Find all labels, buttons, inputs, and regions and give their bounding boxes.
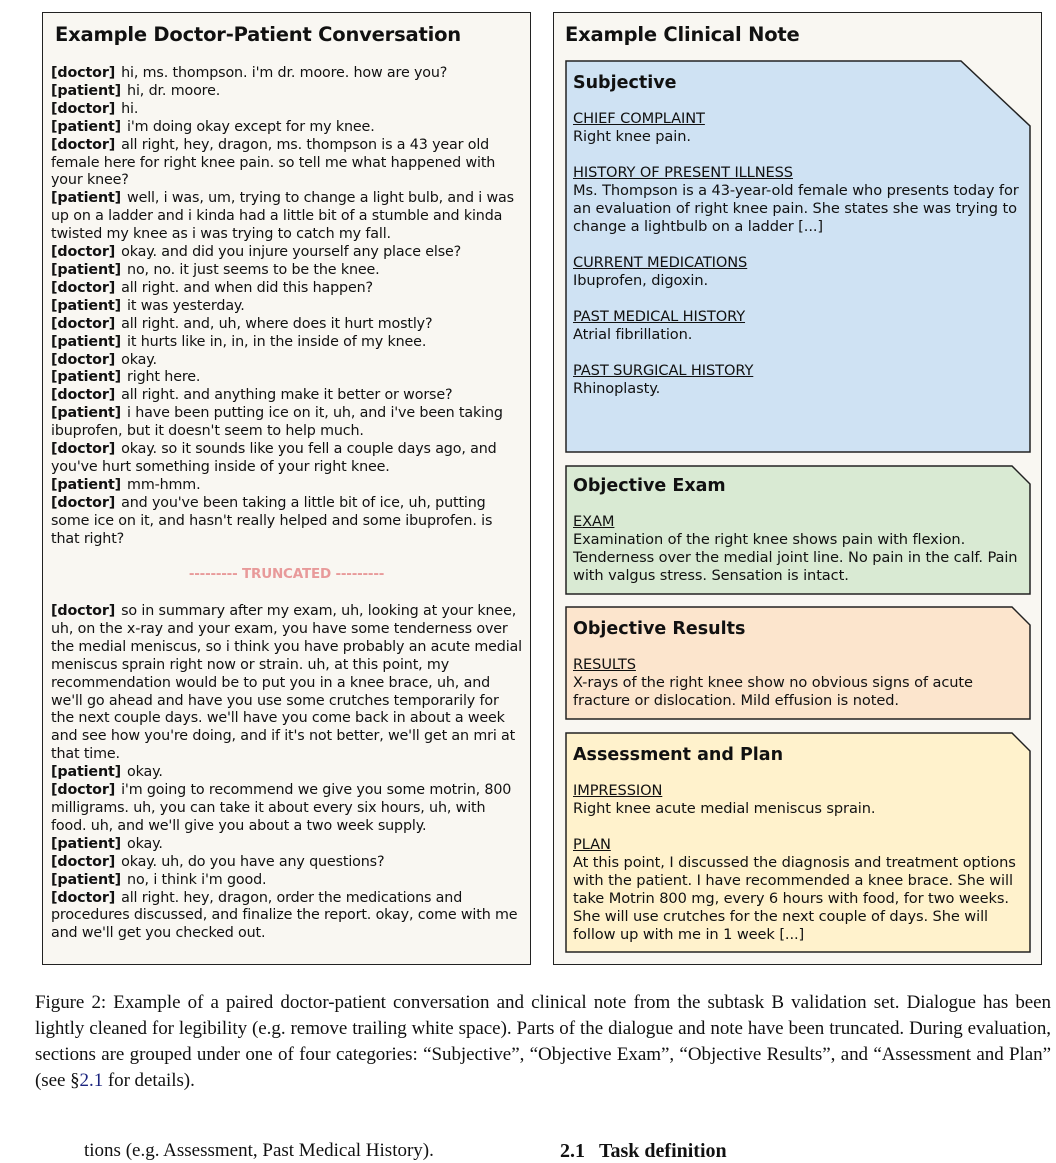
utterance-text: all right. hey, dragon, order the medications and procedures discussed, and finalize the report. okay, come with me and we'll get you checked out.	[51, 889, 518, 942]
utterance-text: okay.	[127, 835, 163, 852]
assessment-plan-body	[573, 782, 1021, 962]
dialogue-turn	[51, 334, 524, 352]
speaker-label: [patient]	[51, 476, 122, 493]
note-section	[573, 782, 1021, 818]
dialogue-turn	[51, 65, 524, 83]
dialogue-turn	[51, 316, 524, 334]
note-section	[573, 362, 1021, 398]
subjective-body	[573, 110, 1021, 416]
body-text-fragment: tions (e.g. Assessment, Past Medical History).	[84, 1140, 434, 1161]
conversation-panel	[42, 12, 531, 965]
dialogue-turn	[51, 119, 524, 137]
utterance-text: all right. and anything make it better or worse?	[121, 387, 453, 404]
objective-results-body	[573, 656, 1021, 728]
speaker-label: [doctor]	[51, 100, 116, 117]
note-section-text: Ibuprofen, digoxin.	[573, 272, 709, 289]
note-section	[573, 110, 1021, 146]
objective-exam-body	[573, 513, 1021, 603]
assessment-plan-box	[565, 732, 1031, 953]
note-section-text: Right knee pain.	[573, 128, 691, 145]
speaker-label: [doctor]	[51, 65, 116, 81]
dialogue-turn	[51, 262, 524, 280]
dialogue-turn	[51, 101, 524, 119]
objective-exam-box	[565, 465, 1031, 595]
utterance-text: hi, ms. thompson. i'm dr. moore. how are you?	[121, 65, 448, 81]
clinical-note-title: Example Clinical Note	[565, 23, 800, 46]
note-section-heading: PAST SURGICAL HISTORY	[573, 362, 754, 379]
utterance-text: all right, hey, dragon, ms. thompson is a 43 year old female here for right knee pain. so tell me what happened with your knee?	[51, 136, 496, 189]
speaker-label: [doctor]	[51, 244, 116, 261]
subjective-title: Subjective	[573, 73, 677, 93]
dialogue-turn	[51, 872, 524, 890]
dialogue-turn	[51, 477, 524, 495]
dialogue-turn	[51, 244, 524, 262]
section-title: Task definition	[599, 1140, 727, 1162]
objective-exam-title: Objective Exam	[573, 476, 726, 496]
dialogue-turn	[51, 280, 524, 298]
utterance-text: i'm going to recommend we give you some motrin, 800 milligrams. uh, you can take it about every six hours, uh, with food. uh, and we'll give you about a two week supply.	[51, 782, 512, 834]
utterance-text: hi, dr. moore.	[127, 82, 221, 99]
subjective-box	[565, 60, 1031, 453]
note-section-heading: RESULTS	[573, 656, 636, 673]
section-reference-link[interactable]: 2.1	[79, 1070, 104, 1091]
speaker-label: [doctor]	[51, 136, 116, 153]
utterance-text: okay.	[121, 351, 157, 368]
speaker-label: [doctor]	[51, 315, 116, 332]
section-heading	[560, 1140, 727, 1163]
note-section-heading: CHIEF COMPLAINT	[573, 110, 705, 127]
note-section-text: Examination of the right knee shows pain with flexion. Tenderness over the medial joint line. No pain in the calf. Pain with valgus stress. Sensation is intact.	[573, 531, 1018, 584]
utterance-text: so in summary after my exam, uh, looking at your knee, uh, on the x-ray and your exam, you have some tenderness over the medial meniscus, so i think you have probably an acute medial meniscus sprain right now or strain. uh, at this point, my recommendation would be to put you in a knee brace, uh, and we'll go ahead and have you use some crutches temporarily for the next couple days. we'll have you come back in about a week and see how you're doing, and if it's not better, we'll get an mri at that time.	[51, 603, 522, 763]
note-section-text: Rhinoplasty.	[573, 380, 661, 397]
dialogue-turn	[51, 782, 524, 836]
note-section	[573, 254, 1021, 290]
note-section-text: Right knee acute medial meniscus sprain.	[573, 800, 876, 817]
utterance-text: all right. and, uh, where does it hurt mostly?	[121, 315, 433, 332]
speaker-label: [doctor]	[51, 441, 116, 458]
dialogue-part-1	[51, 65, 524, 548]
dialogue-turn	[51, 836, 524, 854]
speaker-label: [patient]	[51, 261, 122, 278]
speaker-label: [doctor]	[51, 782, 116, 799]
assessment-plan-title: Assessment and Plan	[573, 745, 784, 765]
note-section-heading: IMPRESSION	[573, 782, 663, 799]
dialogue-turn	[51, 854, 524, 872]
dialogue-turn	[51, 764, 524, 782]
dialogue-turn	[51, 83, 524, 101]
speaker-label: [patient]	[51, 297, 122, 314]
note-section-heading: CURRENT MEDICATIONS	[573, 254, 748, 271]
utterance-text: no, no. it just seems to be the knee.	[127, 261, 380, 278]
speaker-label: [doctor]	[51, 387, 116, 404]
note-section-heading: EXAM	[573, 513, 615, 530]
utterance-text: okay. and did you injure yourself any place else?	[121, 244, 462, 261]
utterance-text: i have been putting ice on it, uh, and i've been taking ibuprofen, but it doesn't seem to help much.	[51, 405, 503, 440]
truncated-marker: --------- TRUNCATED ---------	[188, 566, 385, 582]
note-section-text: X-rays of the right knee show no obvious signs of acute fracture or dislocation. Mild effusion is noted.	[573, 674, 973, 709]
utterance-text: no, i think i'm good.	[127, 871, 267, 888]
note-section	[573, 656, 1021, 710]
dialogue-turn	[51, 369, 524, 387]
dialogue-turn	[51, 352, 524, 370]
speaker-label: [patient]	[51, 82, 122, 99]
figure-caption	[35, 990, 1051, 1094]
speaker-label: [doctor]	[51, 494, 116, 511]
speaker-label: [doctor]	[51, 279, 116, 296]
dialogue-turn	[51, 298, 524, 316]
note-section-text: Ms. Thompson is a 43-year-old female who presents today for an evaluation of right knee pain. She states she was trying to change a lightbulb on a ladder [...]	[573, 182, 1019, 235]
speaker-label: [doctor]	[51, 603, 116, 619]
speaker-label: [patient]	[51, 835, 122, 852]
speaker-label: [doctor]	[51, 889, 116, 906]
utterance-text: all right. and when did this happen?	[121, 279, 373, 296]
conversation-title: Example Doctor-Patient Conversation	[55, 23, 461, 46]
speaker-label: [patient]	[51, 333, 122, 350]
speaker-label: [patient]	[51, 190, 122, 207]
dialogue-turn	[51, 441, 524, 477]
note-section	[573, 513, 1021, 585]
utterance-text: okay. uh, do you have any questions?	[121, 853, 385, 870]
caption-text-before: Figure 2: Example of a paired doctor-patient conversation and clinical note from the subtask B validation set. Dialogue has been lightly cleaned for legibility (e.g. remove trailing white space). Parts of the dialogue and note have been truncated. During evaluation, sections are grouped under one of four categories: “Subjective”, “Objective Exam”, “Objective Results”, and “Assessment and Plan” (see §	[35, 992, 1051, 1091]
utterance-text: hi.	[121, 100, 139, 117]
dialogue-turn	[51, 387, 524, 405]
speaker-label: [patient]	[51, 369, 122, 386]
dialogue-turn	[51, 603, 524, 764]
dialogue-turn	[51, 890, 524, 944]
note-section	[573, 836, 1021, 944]
utterance-text: and you've been taking a little bit of ice, uh, putting some ice on it, and hasn't really helped and some ibuprofen. is that right?	[51, 494, 493, 547]
objective-results-title: Objective Results	[573, 619, 746, 639]
speaker-label: [doctor]	[51, 351, 116, 368]
note-section	[573, 308, 1021, 344]
note-section	[573, 164, 1021, 236]
speaker-label: [patient]	[51, 764, 122, 781]
speaker-label: [doctor]	[51, 853, 116, 870]
caption-text-after: for details).	[103, 1070, 195, 1091]
utterance-text: well, i was, um, trying to change a light bulb, and i was up on a ladder and i kinda had a little bit of a stumble and kinda twisted my knee as i was trying to catch my fall.	[51, 190, 514, 243]
note-section-text: At this point, I discussed the diagnosis and treatment options with the patient. I have recommended a knee brace. She will take Motrin 800 mg, every 6 hours with food, for two weeks. She will use crutches for the next couple of days. She will follow up with me in 1 week [...]	[573, 854, 1016, 943]
utterance-text: okay. so it sounds like you fell a couple days ago, and you've hurt something inside of your right knee.	[51, 441, 497, 475]
speaker-label: [patient]	[51, 405, 122, 422]
utterance-text: mm-hmm.	[127, 476, 201, 493]
dialogue-turn	[51, 137, 524, 191]
objective-results-box	[565, 606, 1031, 720]
speaker-label: [patient]	[51, 871, 122, 888]
utterance-text: it was yesterday.	[127, 297, 245, 314]
utterance-text: it hurts like in, in, in the inside of my knee.	[127, 333, 427, 350]
note-section-heading: HISTORY OF PRESENT ILLNESS	[573, 164, 793, 181]
utterance-text: okay.	[127, 764, 163, 781]
section-number: 2.1	[560, 1140, 585, 1162]
dialogue-part-2	[51, 603, 524, 943]
utterance-text: i'm doing okay except for my knee.	[127, 118, 375, 135]
dialogue-turn	[51, 405, 524, 441]
speaker-label: [patient]	[51, 118, 122, 135]
clinical-note-panel	[553, 12, 1042, 965]
dialogue-turn	[51, 495, 524, 549]
note-section-heading: PAST MEDICAL HISTORY	[573, 308, 746, 325]
dialogue-turn	[51, 190, 524, 244]
utterance-text: right here.	[127, 369, 201, 386]
note-section-heading: PLAN	[573, 836, 611, 853]
note-section-text: Atrial fibrillation.	[573, 326, 693, 343]
